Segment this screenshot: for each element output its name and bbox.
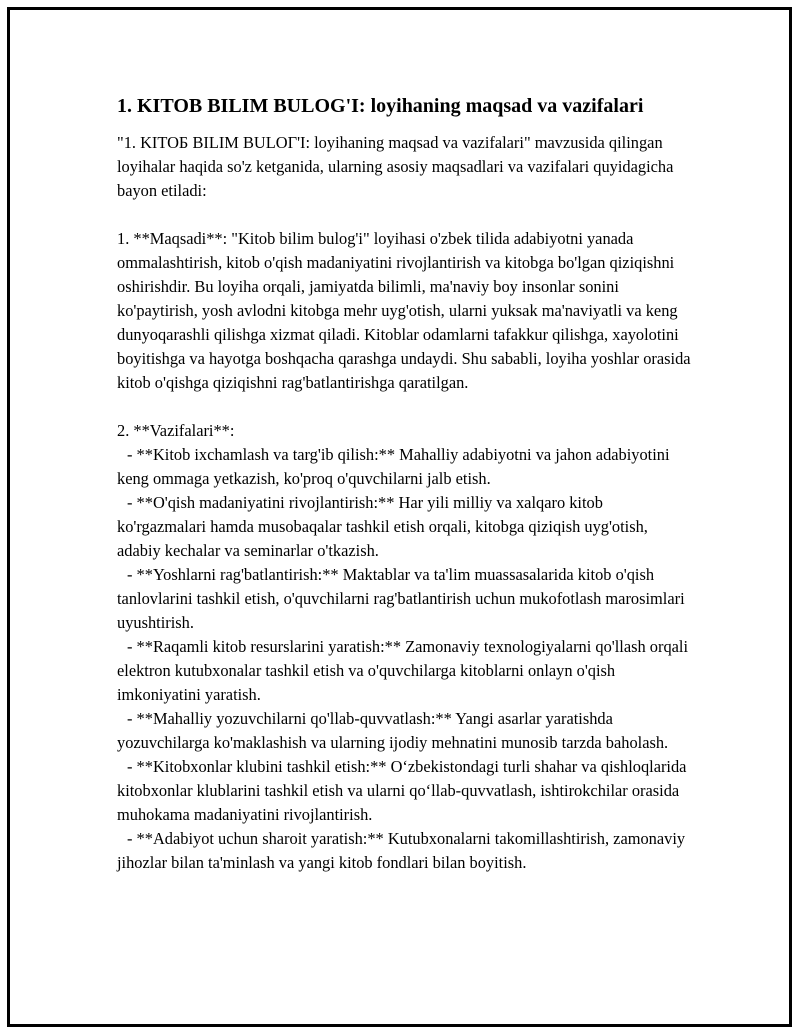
task-item (117, 443, 692, 491)
document-content (117, 93, 692, 875)
task-item-text: - **Raqamli kitob resurslarini yaratish:** Zamonaviy texnologiyalarni qo'llash orqali elektron kutubxonalar tashkil etish va o'quvchilarga kitoblarni onlayn o'qish imkoniyatini yaratish. (117, 637, 689, 704)
tasks-heading: 2. **Vazifalari**: (117, 421, 235, 440)
task-item (117, 755, 692, 827)
task-item (117, 827, 692, 875)
document-body (117, 131, 692, 875)
goal-paragraph: 1. **Maqsadi**: "Kitob bilim bulog'i" loyihasi o'zbek tilida adabiyotni yanada ommalashtirish, kitob o'qish madaniyatini rivojlantirish va kitobga bo'lgan qiziqishni oshirishdir. Bu loyiha orqali, jamiyatda bilimli, ma'naviy boy insonlar sonini ko'paytirish, yosh avlodni kitobga mehr uyg'otish, ularni yuksak ma'naviyatli va keng dunyoqarashli qilishga xizmat qiladi. Kitoblar odamlarni tafakkur qilishga, xayolotini boyitishga va hayotga boshqacha qarashga undaydi. Shu sababli, loyiha yoshlar orasida kitob o'qishga qiziqishni rag'batlantirishga qaratilgan. (117, 229, 691, 392)
paragraph-gap (117, 395, 692, 419)
document-title: 1. KITOB BILIM BULOG'I: loyihaning maqsad va vazifalari (117, 95, 644, 117)
task-item (117, 491, 692, 563)
task-item (117, 635, 692, 707)
task-item-text: - **Mahalliy yozuvchilarni qo'llab-quvvatlash:** Yangi asarlar yaratishda yozuvchilarga ko'maklashish va ularning ijodiy mehnatini munosib tarzda baholash. (117, 709, 669, 752)
paragraph-gap (117, 203, 692, 227)
intro-paragraph: "1. KITOБ BILIM BULOГ'I: loyihaning maqsad va vazifalari" mavzusida qilingan loyihalar haqida so'z ketganida, ularning asosiy maqsadlari va vazifalari quyidagicha bayon etiladi: (117, 133, 674, 200)
task-item-text: - **Yoshlarni rag'batlantirish:** Maktablar va ta'lim muassasalarida kitob o'qish tanlovlarini tashkil etish, o'quvchilarni rag'batlantirish uchun mukofotlash marosimlari uyushtirish. (117, 565, 685, 632)
task-item-text: - **Adabiyot uchun sharoit yaratish:** Kutubxonalarni takomillashtirish, zamonaviy jihozlar bilan ta'minlash va yangi kitob fondlari bilan boyitish. (117, 829, 686, 872)
task-item-text: - **Kitob ixchamlash va targ'ib qilish:** Mahalliy adabiyotni va jahon adabiyotini keng ommaga yetkazish, ko'proq o'quvchilarni jalb etish. (117, 445, 670, 488)
task-item (117, 563, 692, 635)
task-item-text: - **O'qish madaniyatini rivojlantirish:** Har yili milliy va xalqaro kitob ko'rgazmalari hamda musobaqalar tashkil etish orqali, kitobga qiziqish uyg'otish, adabiy kechalar va seminarlar o'tkazish. (117, 493, 648, 560)
task-item-text: - **Kitobxonlar klubini tashkil etish:** O‘zbekistondagi turli shahar va qishloqlarida kitobxonlar klublarini tashkil etish va ularni qo‘llab-quvvatlash, ishtirokchilar orasida muhokama madaniyatini rivojlantirish. (117, 757, 687, 824)
task-item (117, 707, 692, 755)
